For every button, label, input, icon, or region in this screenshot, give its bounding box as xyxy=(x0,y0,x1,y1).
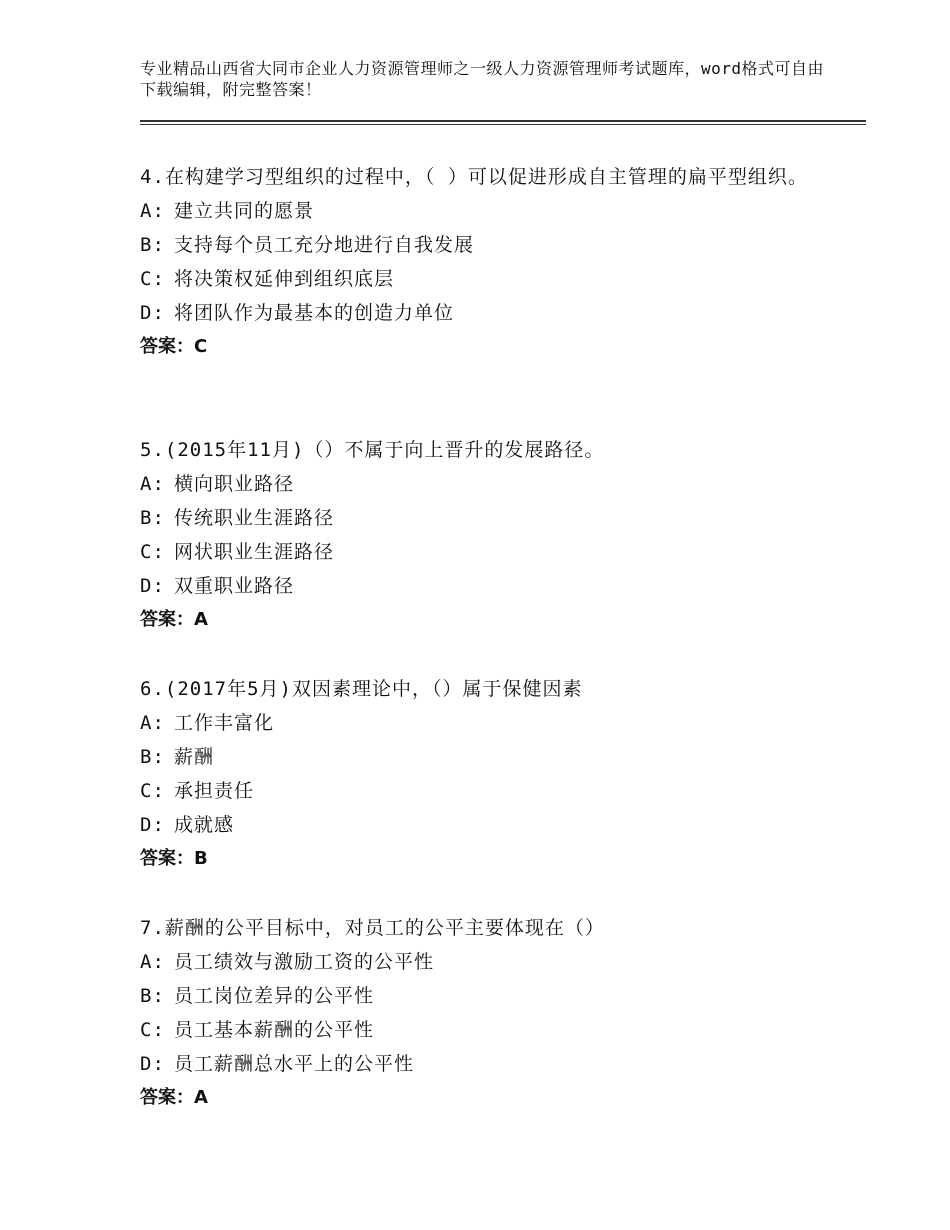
document-header: 专业精品山西省大同市企业人力资源管理师之一级人力资源管理师考试题库，word格式可自由下载编辑，附完整答案！ xyxy=(140,59,825,99)
option-letter: C: xyxy=(140,268,165,290)
option-text: 工作丰富化 xyxy=(174,712,275,734)
option-letter: B: xyxy=(140,746,165,768)
option-b xyxy=(140,740,830,774)
option-letter: C: xyxy=(140,1019,165,1041)
question-stem: 5.(2015年11月)（）不属于向上晋升的发展路径。 xyxy=(140,439,605,461)
option-text: 薪酬 xyxy=(174,746,215,768)
question-7 xyxy=(140,911,830,1115)
option-letter: D: xyxy=(140,814,165,836)
option-letter: D: xyxy=(140,302,165,324)
option-text: 传统职业生涯路径 xyxy=(174,507,335,529)
option-text: 网状职业生涯路径 xyxy=(174,541,335,563)
option-letter: C: xyxy=(140,780,165,802)
option-text: 员工基本薪酬的公平性 xyxy=(174,1019,375,1041)
option-letter: D: xyxy=(140,575,165,597)
option-b xyxy=(140,501,830,535)
option-letter: A: xyxy=(140,951,165,973)
option-b xyxy=(140,979,830,1013)
option-a xyxy=(140,194,830,228)
option-a xyxy=(140,467,830,501)
option-b xyxy=(140,228,830,262)
option-letter: D: xyxy=(140,1053,165,1075)
option-text: 员工岗位差异的公平性 xyxy=(174,985,375,1007)
answer-label: 答案：B xyxy=(140,848,208,869)
option-c xyxy=(140,535,830,569)
option-d xyxy=(140,296,830,330)
option-letter: A: xyxy=(140,473,165,495)
option-letter: A: xyxy=(140,200,165,222)
header-rule-thin xyxy=(140,124,866,125)
option-d xyxy=(140,1047,830,1081)
option-c xyxy=(140,262,830,296)
option-text: 员工绩效与激励工资的公平性 xyxy=(174,951,435,973)
option-text: 将团队作为最基本的创造力单位 xyxy=(174,302,455,324)
option-letter: C: xyxy=(140,541,165,563)
option-letter: B: xyxy=(140,234,165,256)
option-c xyxy=(140,774,830,808)
option-d xyxy=(140,808,830,842)
answer-label: 答案：A xyxy=(140,609,208,630)
answer-label: 答案：C xyxy=(140,336,208,357)
question-stem: 7.薪酬的公平目标中，对员工的公平主要体现在（） xyxy=(140,917,605,939)
question-stem: 6.(2017年5月)双因素理论中，（）属于保健因素 xyxy=(140,678,583,700)
option-text: 将决策权延伸到组织底层 xyxy=(174,268,395,290)
answer-label: 答案：A xyxy=(140,1087,208,1108)
option-text: 支持每个员工充分地进行自我发展 xyxy=(174,234,475,256)
option-letter: A: xyxy=(140,712,165,734)
option-letter: B: xyxy=(140,507,165,529)
option-d xyxy=(140,569,830,603)
option-text: 员工薪酬总水平上的公平性 xyxy=(174,1053,415,1075)
option-letter: B: xyxy=(140,985,165,1007)
question-5 xyxy=(140,433,830,637)
option-text: 建立共同的愿景 xyxy=(174,200,315,222)
option-text: 横向职业路径 xyxy=(174,473,295,495)
header-rule-thick xyxy=(140,120,866,122)
option-a xyxy=(140,945,830,979)
question-6 xyxy=(140,672,830,876)
option-text: 成就感 xyxy=(174,814,235,836)
option-a xyxy=(140,706,830,740)
question-4 xyxy=(140,160,830,364)
option-text: 承担责任 xyxy=(174,780,255,802)
option-c xyxy=(140,1013,830,1047)
option-text: 双重职业路径 xyxy=(174,575,295,597)
question-stem: 4.在构建学习型组织的过程中，（ ）可以促进形成自主管理的扁平型组织。 xyxy=(140,166,808,188)
